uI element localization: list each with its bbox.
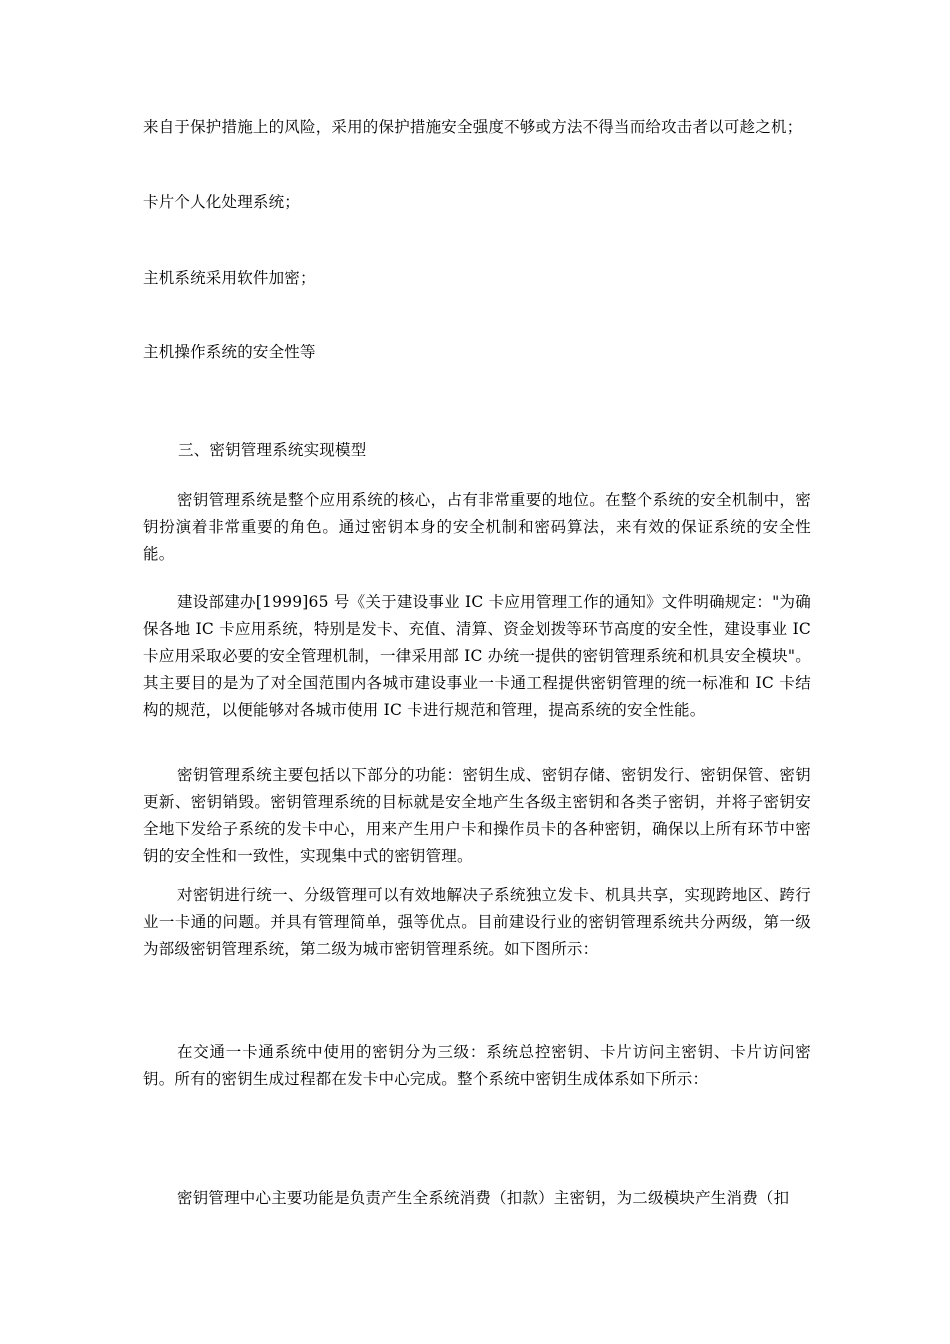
risk-item-paragraph: 来自于保护措施上的风险，采用的保护措施安全强度不够或方法不得当而给攻击者以可趁之机； [143,118,803,136]
management-center-paragraph: 密钥管理中心主要功能是负责产生全系统消费（扣款）主密钥，为二级模块产生消费（扣 [177,1189,790,1207]
regulation-paragraph: 建设部建办[1999]65 号《关于建设事业 IC 卡应用管理工作的通知》文件明确规定："为确保各地 IC 卡应用系统，特别是发卡、充值、清算、资金划拨等环节高度的安全性，建设事业 IC 卡应用采取必要的安全管理机制，一律采用部 IC 办统一提供的密钥管理系统和机具安全模块"。其主要目的是为了对全国范围内各城市建设事业一卡通工程提供密钥管理的统一标准和 IC 卡结构的规范，以便能够对各城市使用 IC 卡进行规范和管理，提高系统的安全性能。 [143,593,811,719]
host-os-paragraph: 主机操作系统的安全性等 [143,343,316,361]
card-system-paragraph: 卡片个人化处理系统； [143,193,301,211]
host-encryption-paragraph: 主机系统采用软件加密； [143,269,316,287]
functions-paragraph: 密钥管理系统主要包括以下部分的功能：密钥生成、密钥存储、密钥发行、密钥保管、密钥更新、密钥销毁。密钥管理系统的目标就是安全地产生各级主密钥和各类子密钥，并将子密钥安全地下发给子系统的发卡中心，用来产生用户卡和操作员卡的各种密钥，确保以上所有环节中密钥的安全性和一致性，实现集中式的密钥管理。 [143,766,811,865]
section-heading: 三、密钥管理系统实现模型 [178,441,367,459]
key-management-core-paragraph: 密钥管理系统是整个应用系统的核心，占有非常重要的地位。在整个系统的安全机制中，密钥扮演着非常重要的角色。通过密钥本身的安全机制和密码算法，来有效的保证系统的安全性能。 [143,491,811,563]
hierarchy-paragraph: 对密钥进行统一、分级管理可以有效地解决子系统独立发卡、机具共享，实现跨地区、跨行业一卡通的问题。并具有管理简单，强等优点。目前建设行业的密钥管理系统共分两级，第一级为部级密钥管理系统，第二级为城市密钥管理系统。如下图所示： [143,886,811,958]
key-levels-paragraph: 在交通一卡通系统中使用的密钥分为三级：系统总控密钥、卡片访问主密钥、卡片访问密钥。所有的密钥生成过程都在发卡中心完成。整个系统中密钥生成体系如下所示： [143,1043,811,1088]
